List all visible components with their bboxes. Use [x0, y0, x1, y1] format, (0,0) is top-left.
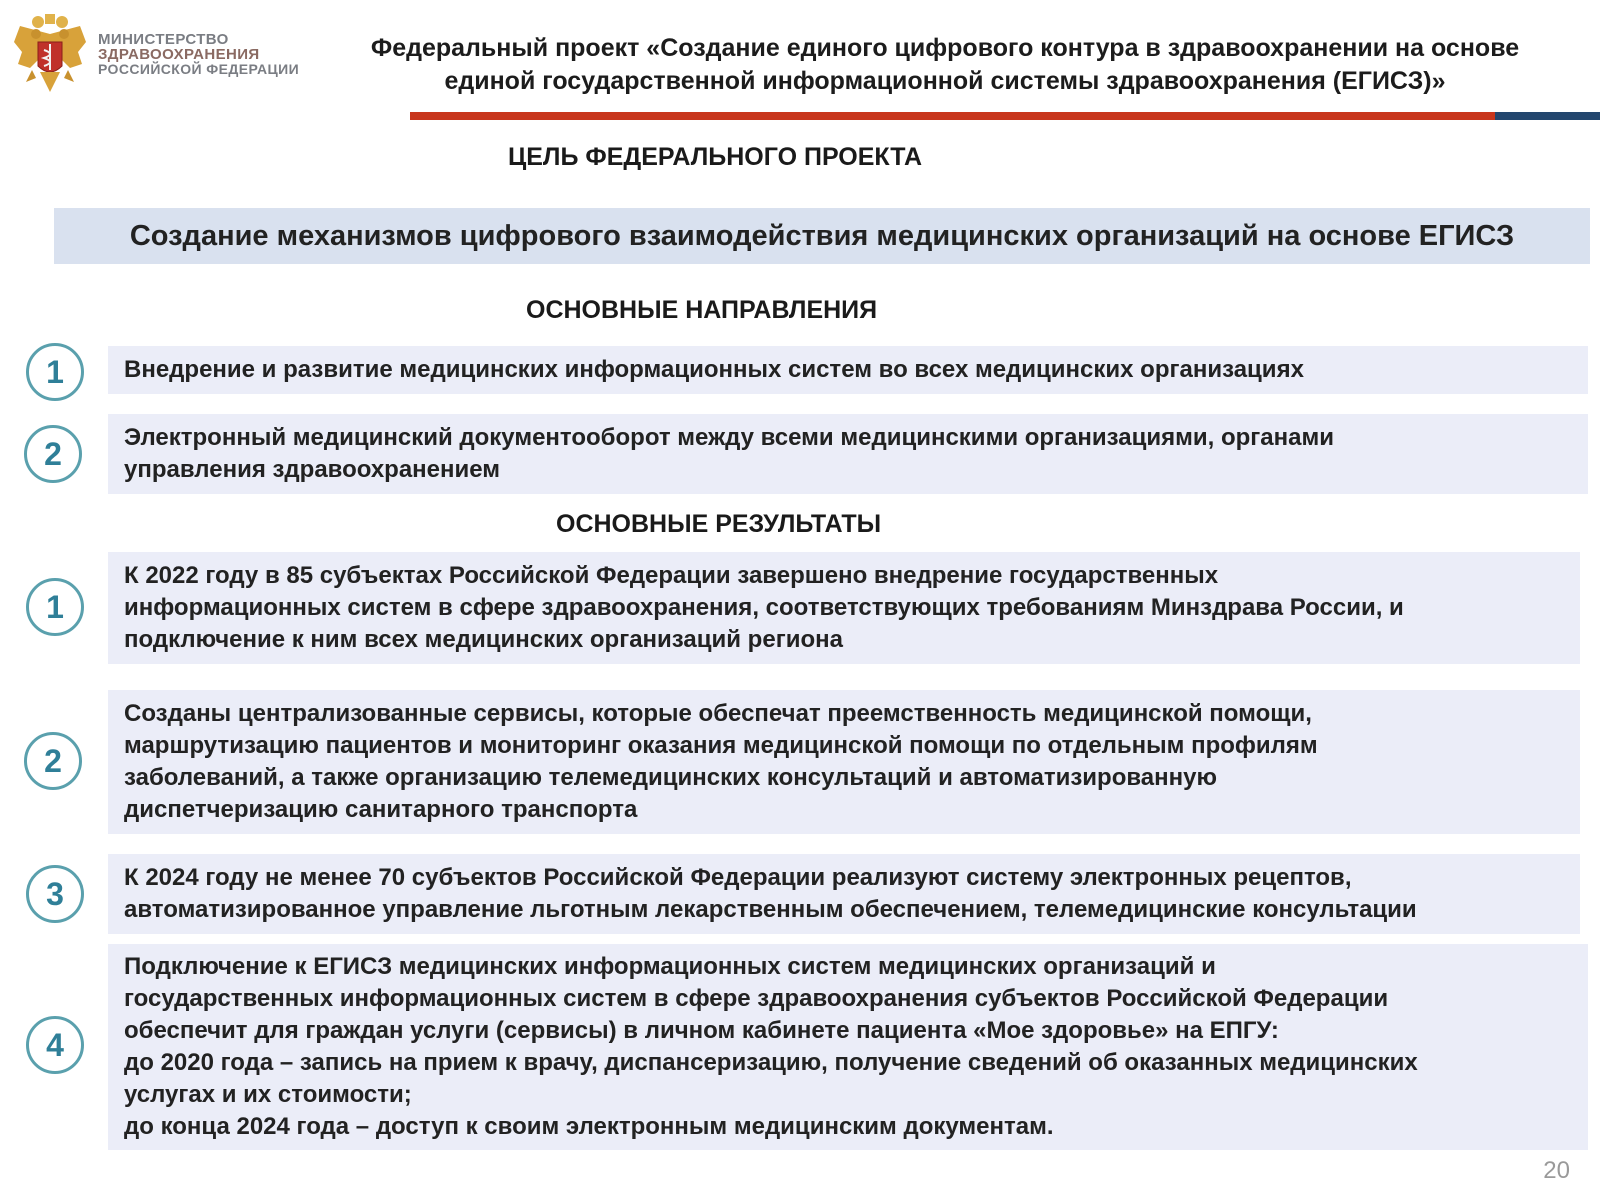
page-title [310, 32, 1580, 98]
result-item-4-line-4: до 2020 года – запись на прием к врачу, диспансеризацию, получение сведений об оказанных медицинских [124, 1049, 1418, 1076]
result-number-2: 2 [24, 732, 82, 790]
result-item-4-line-3: обеспечит для граждан услуги (сервисы) в личном кабинете пациента «Мое здоровье» на ЕПГУ: [124, 1017, 1279, 1044]
result-item-2-line-3: заболеваний, а также организацию телемедицинских консультаций и автоматизированную [124, 764, 1217, 791]
direction-number-1: 1 [26, 343, 84, 401]
goal-box [54, 208, 1590, 264]
result-number-4: 4 [26, 1016, 84, 1074]
direction-item-1 [108, 346, 1588, 394]
result-item-1-line-3: подключение к ним всех медицинских организаций региона [124, 626, 843, 653]
result-item-4-line-6: до конца 2024 года – доступ к своим электронным медицинским документам. [124, 1113, 1054, 1140]
result-item-4 [108, 944, 1588, 1150]
result-item-2 [108, 690, 1580, 834]
header-divider-blue [1495, 112, 1600, 120]
result-number-3: 3 [26, 865, 84, 923]
ministry-line-3: РОССИЙСКОЙ ФЕДЕРАЦИИ [98, 61, 300, 77]
double-headed-eagle-emblem-icon [10, 12, 90, 98]
direction-item-2-line-1: Электронный медицинский документооборот между всеми медицинскими организациями, органами [124, 424, 1334, 451]
page-title-line-2: единой государственной информационной системы здравоохранения (ЕГИСЗ)» [444, 67, 1446, 95]
result-item-4-line-5: услугах и их стоимости; [124, 1081, 412, 1108]
direction-item-2-line-2: управления здравоохранением [124, 456, 501, 483]
result-item-4-line-2: государственных информационных систем в сфере здравоохранения субъектов Российской Федерации [124, 985, 1389, 1012]
goal-text: Создание механизмов цифрового взаимодействия медицинских организаций на основе ЕГИСЗ [129, 219, 1515, 252]
result-item-3-line-2: автоматизированное управление льготным лекарственным обеспечением, телемедицинские консультации [124, 896, 1417, 923]
ministry-logo [10, 12, 310, 102]
goal-heading: ЦЕЛЬ ФЕДЕРАЛЬНОГО ПРОЕКТА [508, 143, 923, 171]
direction-item-2 [108, 414, 1588, 494]
header-divider-red [410, 112, 1495, 120]
direction-item-1-line-1: Внедрение и развитие медицинских информационных систем во всех медицинских организациях [124, 356, 1304, 383]
result-item-4-line-1: Подключение к ЕГИСЗ медицинских информационных систем медицинских организаций и [124, 953, 1216, 980]
directions-heading: ОСНОВНЫЕ НАПРАВЛЕНИЯ [526, 296, 878, 324]
result-item-2-line-2: маршрутизацию пациентов и мониторинг оказания медицинской помощи по отдельным профилям [124, 732, 1318, 759]
ministry-line-1: МИНИСТЕРСТВО [98, 31, 229, 48]
result-number-1: 1 [26, 578, 84, 636]
results-heading: ОСНОВНЫЕ РЕЗУЛЬТАТЫ [556, 510, 882, 538]
page-number: 20 [1543, 1157, 1570, 1184]
page-title-line-1: Федеральный проект «Создание единого цифрового контура в здравоохранении на основе [370, 34, 1520, 62]
direction-number-2: 2 [24, 425, 82, 483]
result-item-2-line-4: диспетчеризацию санитарного транспорта [124, 796, 638, 823]
ministry-line-2: ЗДРАВООХРАНЕНИЯ [98, 46, 260, 63]
result-item-3-line-1: К 2024 году не менее 70 субъектов Российской Федерации реализуют систему электронных рецептов, [124, 864, 1352, 891]
result-item-2-line-1: Созданы централизованные сервисы, которые обеспечат преемственность медицинской помощи, [124, 700, 1312, 727]
result-item-1 [108, 552, 1580, 664]
result-item-3 [108, 854, 1580, 934]
result-item-1-line-2: информационных систем в сфере здравоохранения, соответствующих требованиям Минздрава России, и [124, 594, 1404, 621]
result-item-1-line-1: К 2022 году в 85 субъектах Российской Федерации завершено внедрение государственных [124, 562, 1219, 589]
ministry-name [98, 32, 299, 77]
